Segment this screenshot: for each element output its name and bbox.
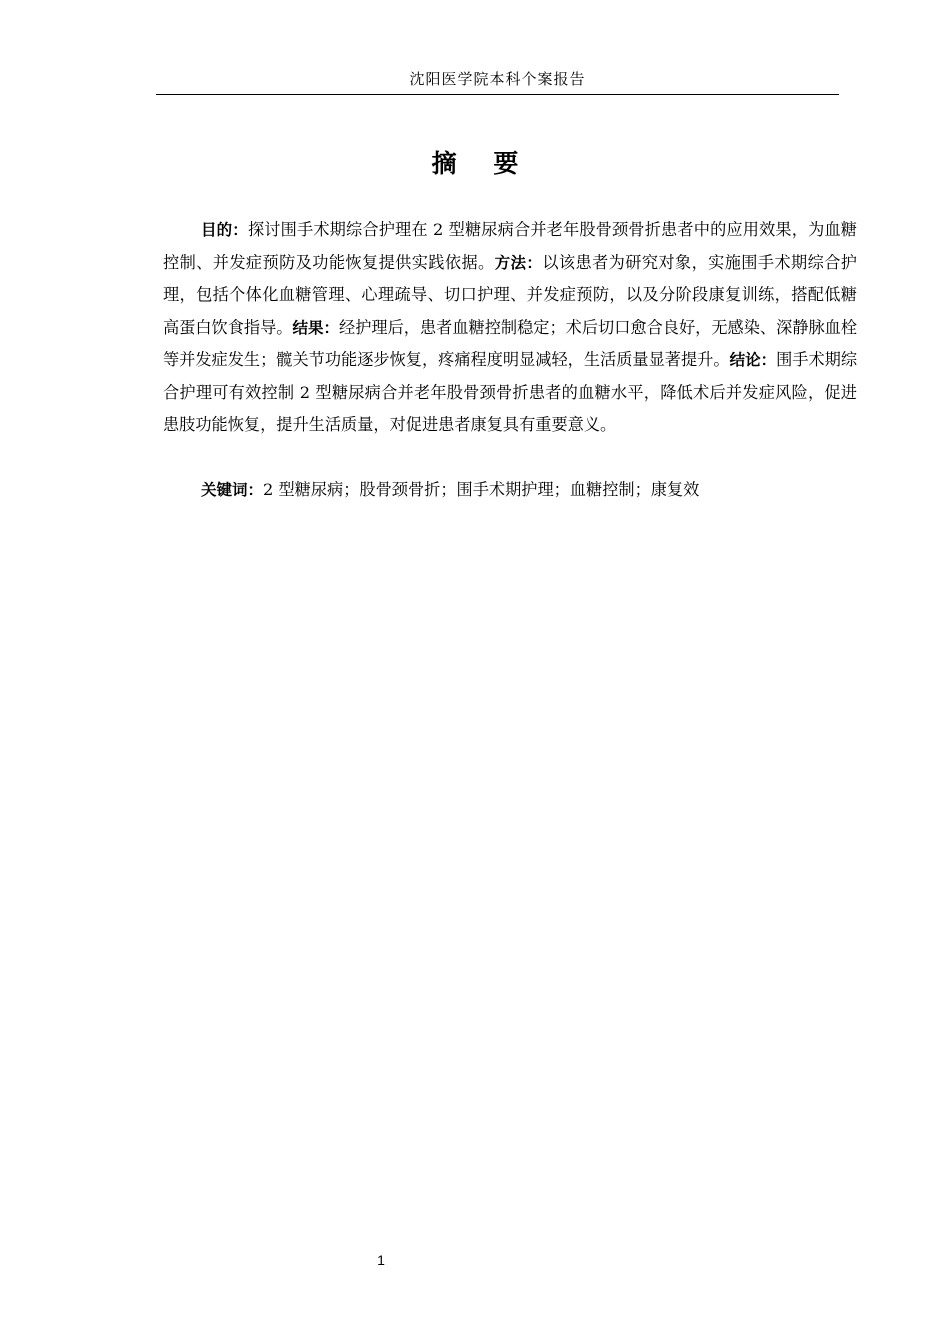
abstract-body: [163, 214, 857, 442]
page-header: [156, 68, 839, 95]
keywords-label: 关键词：: [201, 481, 264, 499]
result-label: 结果：: [292, 318, 340, 337]
conclusion-label: 结论：: [729, 351, 777, 369]
page-number-text: 1: [377, 1252, 385, 1268]
purpose-label: 目的：: [201, 221, 248, 239]
abstract-title: 摘 要: [431, 149, 533, 178]
method-label: 方法：: [494, 253, 543, 272]
conclusion-text: 围手术期综合护理可有效控制 2 型糖尿病合并老年股骨颈骨折患者的血糖水平，降低术后并发症风险，促进患肢功能恢复，提升生活质量，对促进患者康复具有重要意义。: [163, 350, 858, 434]
result-text: 经护理后，患者血糖控制稳定；术后切口愈合良好，无感染、深静脉血栓等并发症发生；髋关节功能逐步恢复，疼痛程度明显减轻，生活质量显著提升。: [163, 317, 858, 369]
purpose-text: 探讨围手术期综合护理在 2 型糖尿病合并老年股骨颈骨折患者中的应用效果，为血糖控制、并发症预防及功能恢复提供实践依据。: [163, 220, 857, 272]
page-number: [0, 1250, 950, 1270]
method-text: 以该患者为研究对象，实施围手术期综合护理，包括个体化血糖管理、心理疏导、切口护理、并发症预防，以及分阶段康复训练，搭配低糖高蛋白饮食指导。: [163, 252, 857, 337]
header-text: 沈阳医学院本科个案报告: [409, 70, 586, 88]
keywords-text: 2 型糖尿病；股骨颈骨折；围手术期护理；血糖控制；康复效: [263, 480, 700, 499]
keywords-line: [163, 474, 857, 507]
